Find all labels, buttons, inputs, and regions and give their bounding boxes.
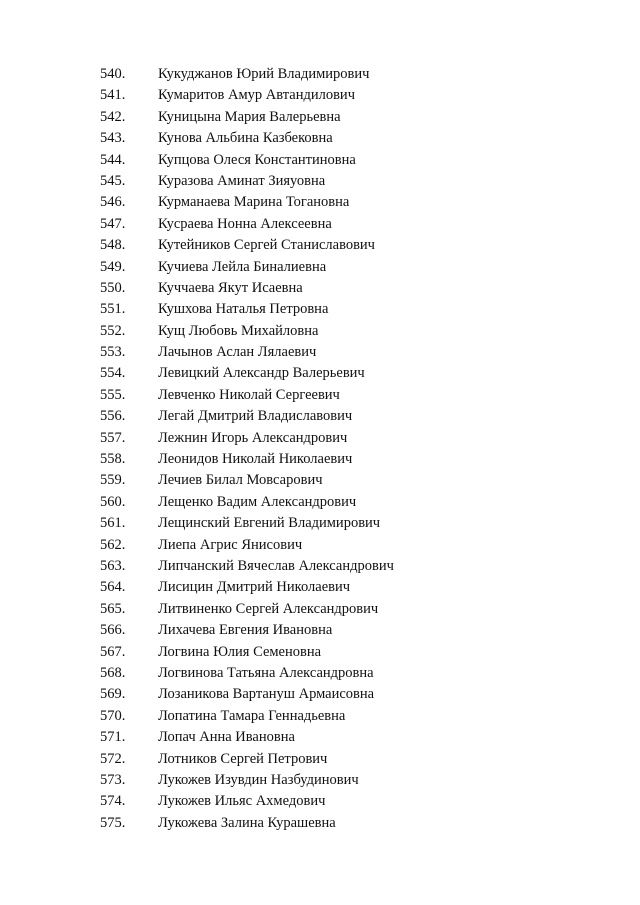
list-item: [100, 321, 560, 342]
entry-number: 575.: [100, 814, 126, 831]
list-item: [100, 770, 560, 791]
list-item: [100, 577, 560, 598]
entry-name: Логвина Юлия Семеновна: [158, 643, 322, 660]
list-item: [100, 150, 560, 171]
entry-number: 558.: [100, 451, 126, 468]
entry-name: Лачынов Аслан Лялаевич: [158, 344, 317, 361]
entry-name: Куразова Аминат Зияуовна: [158, 172, 326, 189]
list-item: [100, 214, 560, 235]
entry-name: Лопач Анна Ивановна: [158, 729, 295, 746]
entry-number: 562.: [100, 536, 126, 553]
entry-name: Лукожев Ильяс Ахмедович: [158, 793, 326, 810]
entry-name: Кусраева Нонна Алексеевна: [158, 215, 332, 232]
list-item: [100, 599, 560, 620]
entry-number: 574.: [100, 793, 126, 810]
entry-name: Лещинский Евгений Владимирович: [158, 515, 381, 532]
entry-number: 549.: [100, 258, 126, 275]
entry-number: 543.: [100, 130, 126, 147]
entry-name: Лукожев Изувдин Назбудинович: [158, 771, 359, 788]
name-list: [100, 64, 560, 834]
entry-name: Кущ Любовь Михайловна: [158, 322, 319, 339]
entry-number: 541.: [100, 87, 126, 104]
entry-number: 554.: [100, 365, 126, 382]
entry-name: Кукуджанов Юрий Владимирович: [158, 66, 370, 82]
list-item: [100, 684, 560, 705]
entry-name: Кунова Альбина Казбековна: [158, 130, 333, 147]
entry-number: 544.: [100, 151, 126, 168]
entry-name: Левицкий Александр Валерьевич: [158, 365, 365, 382]
list-item: [100, 406, 560, 427]
entry-name: Лотников Сергей Петрович: [158, 750, 328, 767]
entry-name: Кумаритов Амур Автандилович: [158, 87, 355, 104]
list-item: [100, 449, 560, 470]
entry-number: 567.: [100, 643, 126, 660]
list-item: [100, 107, 560, 128]
entry-number: 560.: [100, 493, 126, 510]
entry-number: 542.: [100, 108, 126, 125]
list-item: [100, 791, 560, 812]
entry-name: Левченко Николай Сергеевич: [158, 386, 340, 403]
list-item: [100, 513, 560, 534]
entry-number: 551.: [100, 301, 126, 318]
list-item: [100, 428, 560, 449]
list-item: [100, 257, 560, 278]
list-item: [100, 535, 560, 556]
entry-number: 547.: [100, 215, 126, 232]
entry-name: Лукожева Залина Курашевна: [158, 814, 336, 831]
entry-name: Лиепа Агрис Янисович: [158, 536, 303, 553]
entry-name: Куницына Мария Валерьевна: [158, 108, 341, 125]
entry-number: 566.: [100, 622, 126, 639]
list-item: [100, 727, 560, 748]
list-item: [100, 813, 560, 834]
entry-name: Липчанский Вячеслав Александрович: [158, 557, 394, 574]
entry-name: Лозаникова Вартануш Армаисовна: [158, 686, 375, 703]
entry-number: 563.: [100, 557, 126, 574]
list-item: [100, 749, 560, 770]
list-item: [100, 128, 560, 149]
entry-number: 546.: [100, 194, 126, 211]
entry-name: Логвинова Татьяна Александровна: [158, 664, 374, 681]
entry-name: Курманаева Марина Тогановна: [158, 194, 350, 211]
entry-number: 557.: [100, 429, 126, 446]
entry-number: 572.: [100, 750, 126, 767]
list-item: [100, 85, 560, 106]
list-item: [100, 642, 560, 663]
entry-number: 552.: [100, 322, 126, 339]
list-item: [100, 470, 560, 491]
entry-name: Кушхова Наталья Петровна: [158, 301, 329, 318]
entry-name: Лихачева Евгения Ивановна: [158, 622, 333, 639]
entry-name: Кутейников Сергей Станиславович: [158, 237, 375, 254]
entry-number: 555.: [100, 386, 126, 403]
entry-number: 548.: [100, 237, 126, 254]
list-item: [100, 192, 560, 213]
list-item: [100, 64, 560, 85]
list-item: [100, 299, 560, 320]
entry-number: 568.: [100, 664, 126, 681]
entry-number: 556.: [100, 408, 126, 425]
entry-name: Легай Дмитрий Владиславович: [158, 408, 353, 425]
entry-number: 553.: [100, 344, 126, 361]
entry-number: 569.: [100, 686, 126, 703]
entry-number: 571.: [100, 729, 126, 746]
list-item: [100, 556, 560, 577]
entry-number: 550.: [100, 279, 126, 296]
entry-name: Лопатина Тамара Геннадьевна: [158, 707, 346, 724]
entry-number: 545.: [100, 172, 126, 189]
entry-name: Литвиненко Сергей Александрович: [158, 600, 379, 617]
list-item: [100, 278, 560, 299]
entry-name: Леонидов Николай Николаевич: [158, 451, 353, 468]
list-item: [100, 363, 560, 384]
entry-number: 564.: [100, 579, 126, 596]
list-item: [100, 235, 560, 256]
entry-number: 561.: [100, 515, 126, 532]
list-item: [100, 342, 560, 363]
list-item: [100, 492, 560, 513]
entry-number: 540.: [100, 66, 126, 82]
entry-number: 565.: [100, 600, 126, 617]
entry-name: Лечиев Билал Мовсарович: [158, 472, 323, 489]
entry-name: Кучиева Лейла Биналиевна: [158, 258, 327, 275]
list-item: [100, 385, 560, 406]
entry-name: Лисицин Дмитрий Николаевич: [158, 579, 351, 596]
entry-name: Купцова Олеся Константиновна: [158, 151, 356, 168]
entry-number: 570.: [100, 707, 126, 724]
entry-number: 559.: [100, 472, 126, 489]
entry-number: 573.: [100, 771, 126, 788]
list-item: [100, 663, 560, 684]
entry-name: Куччаева Якут Исаевна: [158, 279, 303, 296]
list-item: [100, 620, 560, 641]
entry-name: Лещенко Вадим Александрович: [158, 493, 357, 510]
list-item: [100, 171, 560, 192]
entry-name: Лежнин Игорь Александрович: [158, 429, 348, 446]
list-item: [100, 706, 560, 727]
